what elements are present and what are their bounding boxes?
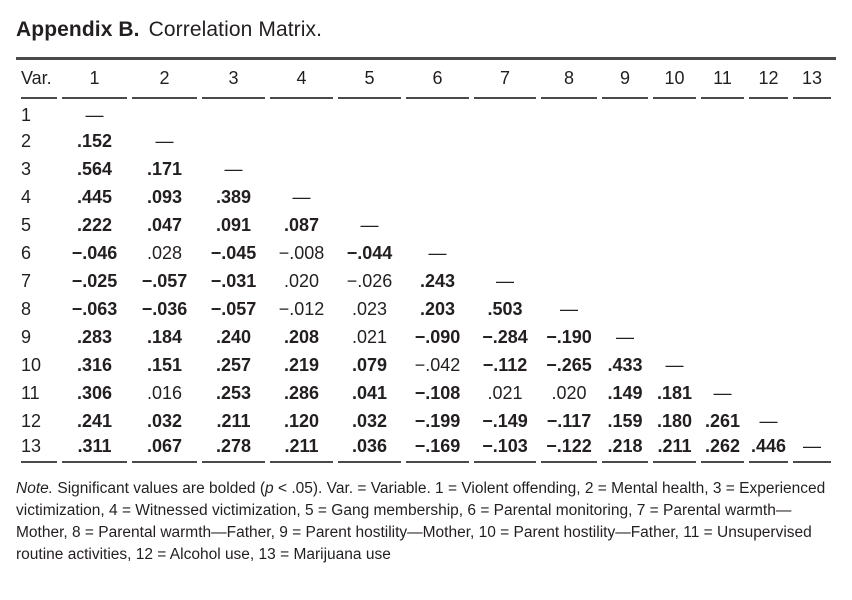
matrix-cell: .021 (487, 382, 523, 403)
matrix-cell (338, 99, 401, 127)
row-label: 1 (21, 104, 32, 125)
note-text-2: < .05). Var. = Variable. 1 = Violent offending, 2 = Mental health, 3 = Experienced victimization, 4 = Witnessed victimization, 5 = Gang membership, 6 = Parental monitoring, 7 = Parental warmth—Mother, 8 = Parental warmth—Father, 9 = Parent hostility—Mother, 10 = Parent hostility—Father, 11 = Unsupervised routine activities, 12 = Alcohol use, 13 = Marijuana use (16, 480, 826, 563)
matrix-cell (653, 155, 696, 183)
table-row (21, 379, 831, 407)
matrix-cell (749, 267, 788, 295)
matrix-cell (541, 211, 597, 239)
matrix-cell: .028 (146, 242, 183, 263)
matrix-cell: .222 (76, 214, 113, 235)
row-label: 11 (21, 382, 40, 403)
matrix-cell: −.057 (141, 270, 188, 291)
matrix-cell: — (665, 354, 684, 375)
matrix-cell: .208 (283, 326, 320, 347)
matrix-cell (793, 351, 831, 379)
matrix-cell: .020 (283, 270, 320, 291)
matrix-cell (701, 211, 744, 239)
row-label: 7 (21, 270, 32, 291)
matrix-cell: .171 (146, 158, 183, 179)
matrix-cell (701, 267, 744, 295)
matrix-cell: −.199 (414, 410, 461, 431)
matrix-cell (474, 99, 536, 127)
matrix-cell (749, 155, 788, 183)
header-col-13: 13 (793, 60, 831, 99)
matrix-cell: −.057 (210, 298, 257, 319)
table-row (21, 267, 831, 295)
table-row (21, 435, 831, 463)
matrix-cell: — (85, 104, 104, 125)
matrix-cell (541, 267, 597, 295)
matrix-cell: −.103 (474, 435, 536, 463)
matrix-cell: — (759, 410, 778, 431)
header-col-11: 11 (701, 60, 744, 99)
matrix-cell: −.149 (482, 410, 528, 431)
matrix-cell (701, 99, 744, 127)
matrix-cell (793, 99, 831, 127)
matrix-cell (270, 99, 333, 127)
matrix-cell: .306 (76, 382, 113, 403)
table-row (21, 351, 831, 379)
matrix-cell (749, 183, 788, 211)
row-label: 3 (21, 158, 32, 179)
row-label: 8 (21, 298, 32, 319)
matrix-cell (793, 379, 831, 407)
matrix-cell (701, 155, 744, 183)
appendix-label: Appendix B. (16, 18, 140, 41)
header-col-9: 9 (602, 60, 648, 99)
note-label: Note. (16, 480, 54, 497)
matrix-cell (338, 155, 401, 183)
matrix-cell (474, 155, 536, 183)
table-row (21, 211, 831, 239)
matrix-cell: .283 (76, 326, 113, 347)
matrix-cell (749, 379, 788, 407)
matrix-cell: −.008 (278, 242, 325, 263)
matrix-cell (474, 183, 536, 211)
matrix-cell (406, 155, 469, 183)
matrix-cell (474, 127, 536, 155)
matrix-cell (793, 127, 831, 155)
matrix-cell: −.112 (482, 354, 528, 375)
matrix-cell: −.063 (71, 298, 118, 319)
matrix-cell: .020 (551, 382, 587, 403)
matrix-cell: −.117 (546, 410, 592, 431)
matrix-cell: .087 (283, 214, 320, 235)
matrix-cell: −.265 (546, 354, 592, 375)
matrix-cell (793, 155, 831, 183)
table-row (21, 99, 831, 127)
matrix-cell (749, 239, 788, 267)
matrix-cell: .032 (146, 410, 183, 431)
matrix-cell: — (428, 242, 447, 263)
matrix-cell: .093 (146, 186, 183, 207)
matrix-cell (793, 323, 831, 351)
matrix-cell (701, 351, 744, 379)
matrix-cell: .036 (338, 435, 401, 463)
matrix-cell (602, 127, 648, 155)
row-label: 4 (21, 186, 32, 207)
matrix-cell (701, 295, 744, 323)
matrix-cell: .241 (76, 410, 113, 431)
matrix-cell (474, 239, 536, 267)
matrix-cell: .211 (270, 435, 333, 463)
matrix-cell: −.036 (141, 298, 188, 319)
matrix-cell: −.284 (482, 326, 528, 347)
matrix-cell (338, 183, 401, 211)
table-row (21, 155, 831, 183)
header-col-3: 3 (202, 60, 265, 99)
matrix-cell: — (360, 214, 379, 235)
header-col-6: 6 (406, 60, 469, 99)
matrix-cell (793, 239, 831, 267)
matrix-cell: .218 (602, 435, 648, 463)
matrix-cell: −.045 (210, 242, 257, 263)
matrix-cell: .286 (283, 382, 320, 403)
matrix-cell (793, 211, 831, 239)
matrix-cell (602, 183, 648, 211)
matrix-cell: .219 (283, 354, 320, 375)
matrix-cell: .211 (653, 435, 696, 463)
matrix-cell: .203 (419, 298, 456, 319)
matrix-cell: −.012 (278, 298, 325, 319)
header-col-8: 8 (541, 60, 597, 99)
matrix-cell: −.108 (414, 382, 461, 403)
row-label: 2 (21, 130, 32, 151)
matrix-cell (338, 127, 401, 155)
matrix-cell: −.122 (541, 435, 597, 463)
matrix-cell: .180 (656, 410, 693, 431)
matrix-cell (653, 267, 696, 295)
matrix-cell: .120 (283, 410, 320, 431)
page-title (16, 18, 836, 42)
matrix-cell: −.190 (546, 326, 592, 347)
matrix-cell (653, 239, 696, 267)
matrix-cell: .262 (701, 435, 744, 463)
row-label: 13 (21, 435, 57, 463)
matrix-cell (749, 351, 788, 379)
table-row (21, 323, 831, 351)
row-label: 12 (21, 410, 42, 431)
table-header (21, 60, 831, 99)
matrix-cell: — (496, 270, 514, 291)
matrix-cell: .041 (351, 382, 388, 403)
matrix-cell (541, 99, 597, 127)
matrix-cell (653, 295, 696, 323)
matrix-cell (406, 183, 469, 211)
matrix-cell: .564 (76, 158, 113, 179)
matrix-cell: −.169 (406, 435, 469, 463)
matrix-cell (541, 183, 597, 211)
matrix-cell: .503 (487, 298, 523, 319)
matrix-cell: .243 (419, 270, 456, 291)
appendix-title-text: Correlation Matrix. (148, 18, 323, 41)
matrix-cell: .389 (215, 186, 252, 207)
matrix-cell (653, 99, 696, 127)
matrix-cell: — (560, 298, 578, 319)
header-col-1: 1 (62, 60, 127, 99)
matrix-cell: .067 (132, 435, 197, 463)
matrix-cell (749, 323, 788, 351)
matrix-cell: .047 (146, 214, 183, 235)
matrix-cell (602, 267, 648, 295)
matrix-cell (701, 183, 744, 211)
correlation-table (16, 60, 836, 463)
matrix-cell: −.042 (414, 354, 461, 375)
matrix-cell: — (155, 130, 174, 151)
matrix-cell (701, 127, 744, 155)
matrix-cell: — (793, 435, 831, 463)
matrix-cell: .152 (76, 130, 113, 151)
header-col-12: 12 (749, 60, 788, 99)
matrix-cell: .253 (215, 382, 252, 403)
matrix-cell (701, 323, 744, 351)
matrix-cell (602, 99, 648, 127)
table-row (21, 407, 831, 435)
header-col-10: 10 (653, 60, 696, 99)
matrix-cell: −.025 (71, 270, 118, 291)
matrix-cell: −.026 (346, 270, 393, 291)
matrix-cell: — (292, 186, 311, 207)
header-col-5: 5 (338, 60, 401, 99)
table-row (21, 239, 831, 267)
table-row (21, 183, 831, 211)
matrix-cell (602, 295, 648, 323)
matrix-cell (270, 127, 333, 155)
matrix-cell (653, 127, 696, 155)
matrix-cell: .021 (351, 326, 388, 347)
matrix-cell (653, 323, 696, 351)
matrix-cell (793, 407, 831, 435)
matrix-cell: .446 (749, 435, 788, 463)
matrix-cell (541, 127, 597, 155)
header-col-4: 4 (270, 60, 333, 99)
matrix-cell (793, 183, 831, 211)
matrix-cell: — (713, 382, 732, 403)
matrix-cell (202, 99, 265, 127)
matrix-cell (132, 99, 197, 127)
matrix-cell (749, 127, 788, 155)
matrix-cell: .091 (215, 214, 252, 235)
matrix-cell (602, 155, 648, 183)
matrix-cell (653, 183, 696, 211)
matrix-cell: .445 (76, 186, 113, 207)
matrix-cell (749, 295, 788, 323)
matrix-cell: .149 (607, 382, 643, 403)
note-p-italic: p (265, 480, 274, 497)
matrix-cell (541, 239, 597, 267)
matrix-cell: −.046 (71, 242, 118, 263)
header-col-2: 2 (132, 60, 197, 99)
matrix-cell (270, 155, 333, 183)
matrix-cell: .261 (704, 410, 741, 431)
matrix-cell: −.044 (346, 242, 393, 263)
header-var: Var. (21, 60, 57, 99)
matrix-cell: .032 (351, 410, 388, 431)
matrix-cell: .151 (146, 354, 183, 375)
matrix-cell: .311 (62, 435, 127, 463)
matrix-cell: .016 (146, 382, 183, 403)
matrix-cell: .211 (216, 410, 251, 431)
matrix-cell: .079 (351, 354, 388, 375)
matrix-cell: — (224, 158, 243, 179)
matrix-cell (474, 211, 536, 239)
matrix-cell: .181 (656, 382, 693, 403)
matrix-cell (541, 155, 597, 183)
row-label: 9 (21, 326, 32, 347)
matrix-cell (406, 211, 469, 239)
matrix-cell: .023 (351, 298, 388, 319)
matrix-cell: .433 (607, 354, 643, 375)
row-label: 5 (21, 214, 32, 235)
matrix-cell (793, 267, 831, 295)
matrix-cell: −.090 (414, 326, 461, 347)
header-col-7: 7 (474, 60, 536, 99)
matrix-cell: .184 (146, 326, 183, 347)
matrix-cell: .257 (215, 354, 252, 375)
matrix-cell (202, 127, 265, 155)
table-row (21, 295, 831, 323)
matrix-cell: .316 (76, 354, 113, 375)
table-row (21, 127, 831, 155)
matrix-cell (749, 99, 788, 127)
note-text-1: Significant values are bolded ( (53, 480, 266, 497)
matrix-cell (793, 295, 831, 323)
matrix-cell (406, 127, 469, 155)
matrix-cell (653, 211, 696, 239)
table-note (16, 478, 836, 566)
matrix-cell (602, 239, 648, 267)
matrix-cell (701, 239, 744, 267)
matrix-cell: — (616, 326, 634, 347)
matrix-cell: .159 (607, 410, 643, 431)
matrix-cell (602, 211, 648, 239)
row-label: 6 (21, 242, 32, 263)
matrix-cell (749, 211, 788, 239)
row-label: 10 (21, 354, 42, 375)
matrix-cell (406, 99, 469, 127)
header-row (21, 60, 831, 99)
table-body (21, 99, 831, 463)
matrix-cell: .278 (202, 435, 265, 463)
matrix-cell: .240 (215, 326, 252, 347)
matrix-cell: −.031 (210, 270, 257, 291)
